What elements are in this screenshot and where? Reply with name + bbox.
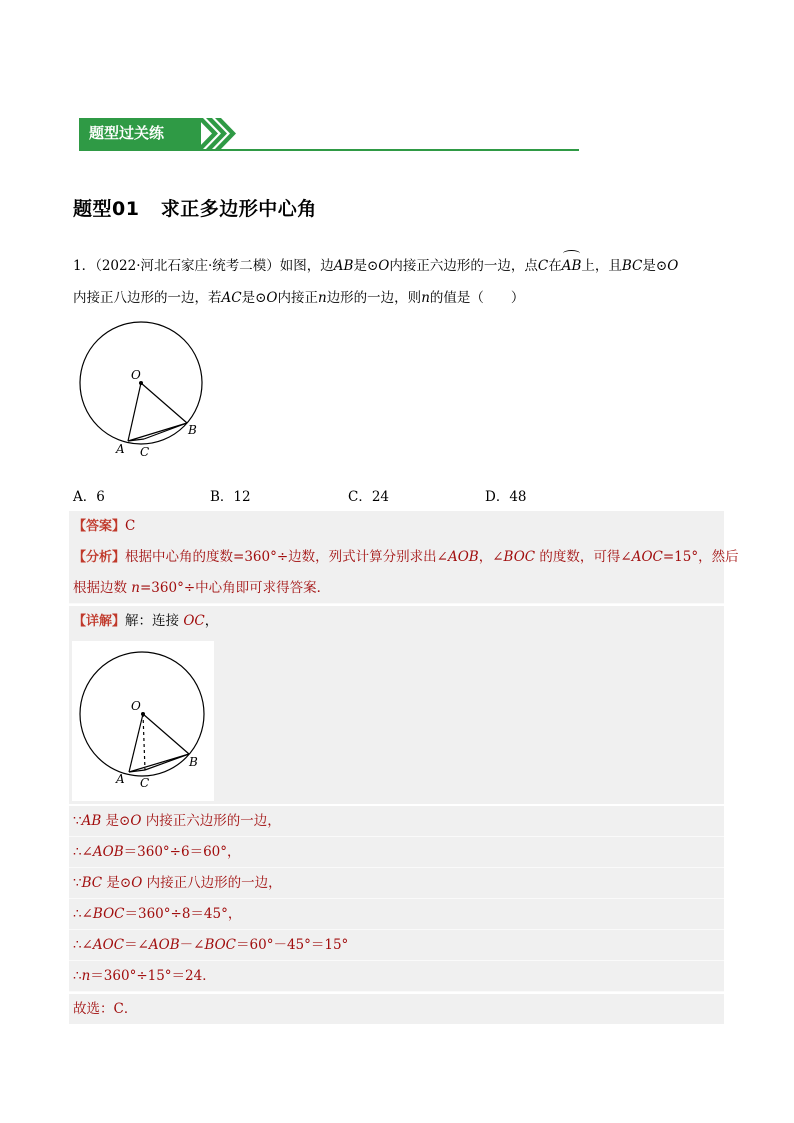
- banner-label: 题型过关练: [79, 118, 201, 149]
- conclusion-row: [69, 994, 724, 1024]
- var: BC: [81, 875, 103, 891]
- text: ＝360°÷8＝45°，: [124, 906, 242, 922]
- var-o: O: [667, 258, 679, 274]
- text: 如图，边: [279, 258, 334, 274]
- text: =15°，然后: [662, 549, 739, 565]
- var: AOB: [92, 844, 124, 860]
- text: ＝∠: [124, 937, 149, 953]
- var: AB: [81, 813, 102, 829]
- var-oc: OC: [183, 613, 205, 629]
- text: 的值是（ ）: [429, 290, 525, 306]
- answer-value: C: [125, 518, 136, 534]
- text: 解：连接: [125, 613, 184, 629]
- text: =360°÷中心角即可求得答案．: [140, 580, 331, 596]
- var-aoc: AOC: [631, 549, 663, 565]
- var: BOC: [204, 937, 237, 953]
- figure-row: [69, 637, 724, 804]
- segment-cb: [145, 754, 189, 770]
- text: 的度数，可得∠: [535, 549, 632, 565]
- answer-row: [69, 511, 724, 543]
- text: 内接正八边形的一边，: [142, 875, 282, 891]
- text: ∴: [73, 968, 82, 984]
- text: 内接正六边形的一边，: [141, 813, 281, 829]
- var-c: C: [537, 258, 549, 274]
- question-line-1: [73, 250, 723, 282]
- text: 是⊙: [241, 290, 267, 306]
- text: ＝360°÷15°＝24．: [90, 968, 216, 984]
- segment-ob: [143, 714, 189, 754]
- text: 在: [548, 258, 562, 274]
- segment-cb: [144, 423, 187, 439]
- arc-ab: AB: [562, 250, 582, 282]
- question-source: （2022·河北石家庄·统考二模）: [95, 258, 280, 274]
- text: 是⊙: [101, 813, 131, 829]
- step-row: [69, 837, 724, 868]
- text: ∴∠: [73, 906, 93, 922]
- step-row: [69, 868, 724, 899]
- segment-oc-dashed: [143, 714, 145, 770]
- option-a[interactable]: A．6: [73, 489, 105, 505]
- label-o: O: [131, 368, 141, 382]
- var-n: n: [421, 290, 430, 306]
- text: 内接正八边形的一边，若: [73, 290, 222, 306]
- solution-panel: [69, 509, 739, 1029]
- analysis-row-2: [69, 573, 724, 604]
- step-row: [69, 930, 724, 961]
- text: ∵: [73, 813, 82, 829]
- text: 内接正: [277, 290, 318, 306]
- step-row: [69, 961, 724, 992]
- text: 边形的一边，则: [326, 290, 422, 306]
- text: 根据边数: [73, 580, 132, 596]
- text: ，: [204, 613, 219, 629]
- label-b: B: [188, 423, 197, 437]
- var-n: n: [131, 580, 140, 596]
- var-o: O: [378, 258, 390, 274]
- question-number: 1．: [73, 258, 96, 274]
- text: 是⊙: [102, 875, 132, 891]
- var: O: [130, 813, 142, 829]
- var-ab: AB: [333, 258, 354, 274]
- var: AOB: [148, 937, 180, 953]
- analysis-tag: 【分析】: [73, 550, 126, 565]
- analysis-row-1: [69, 542, 739, 574]
- label-a: A: [116, 442, 125, 456]
- text: 是⊙: [353, 258, 379, 274]
- var-bc: BC: [621, 258, 643, 274]
- question-stem: [73, 250, 723, 314]
- label-a: A: [116, 772, 125, 786]
- segment-ob: [141, 383, 187, 423]
- text: ＝360°÷6＝60°，: [123, 844, 241, 860]
- text: 根据中心角的度数=360°÷边数，列式计算分别求出∠: [125, 549, 448, 565]
- banner-stripes: [197, 118, 239, 149]
- section-title: 题型01 求正多边形中心角: [73, 198, 317, 220]
- banner-underline: [79, 149, 579, 151]
- var: n: [81, 968, 91, 984]
- segment-oa: [128, 383, 141, 441]
- label-o: O: [131, 699, 141, 713]
- option-d[interactable]: D．48: [485, 489, 527, 505]
- text: ∴∠: [73, 937, 93, 953]
- label-b: B: [189, 755, 198, 769]
- option-c[interactable]: C．24: [348, 489, 390, 505]
- var-o: O: [266, 290, 278, 306]
- label-c: C: [140, 445, 150, 459]
- segment-oa: [129, 714, 143, 772]
- text: －∠: [179, 937, 205, 953]
- text: ＝60°－45°＝15°: [236, 937, 349, 953]
- conclusion-text: 故选：C．: [73, 1001, 138, 1017]
- step-row: [69, 899, 724, 930]
- text: 内接正六边形的一边，点: [389, 258, 538, 274]
- text: 上，且: [581, 258, 622, 274]
- section-banner: [79, 118, 579, 152]
- var: AOC: [92, 937, 125, 953]
- circle-figure-with-oc: [72, 641, 214, 801]
- text: ∴∠: [73, 844, 93, 860]
- label-c: C: [140, 776, 150, 790]
- circle-figure: [78, 320, 213, 465]
- var: BOC: [92, 906, 125, 922]
- var-boc: BOC: [503, 549, 536, 565]
- var-n: n: [317, 290, 327, 306]
- step-row: [69, 806, 724, 837]
- var: O: [131, 875, 143, 891]
- text: ∵: [73, 875, 82, 891]
- question-line-2: [73, 282, 723, 314]
- var-aob: AOB: [447, 549, 479, 565]
- option-b[interactable]: B．12: [210, 489, 251, 505]
- answer-tag: 【答案】: [73, 519, 126, 534]
- text: ，∠: [478, 549, 504, 565]
- var-ac: AC: [221, 290, 242, 306]
- detail-tag: 【详解】: [73, 614, 126, 629]
- text: 是⊙: [642, 258, 668, 274]
- detail-row: [69, 606, 724, 638]
